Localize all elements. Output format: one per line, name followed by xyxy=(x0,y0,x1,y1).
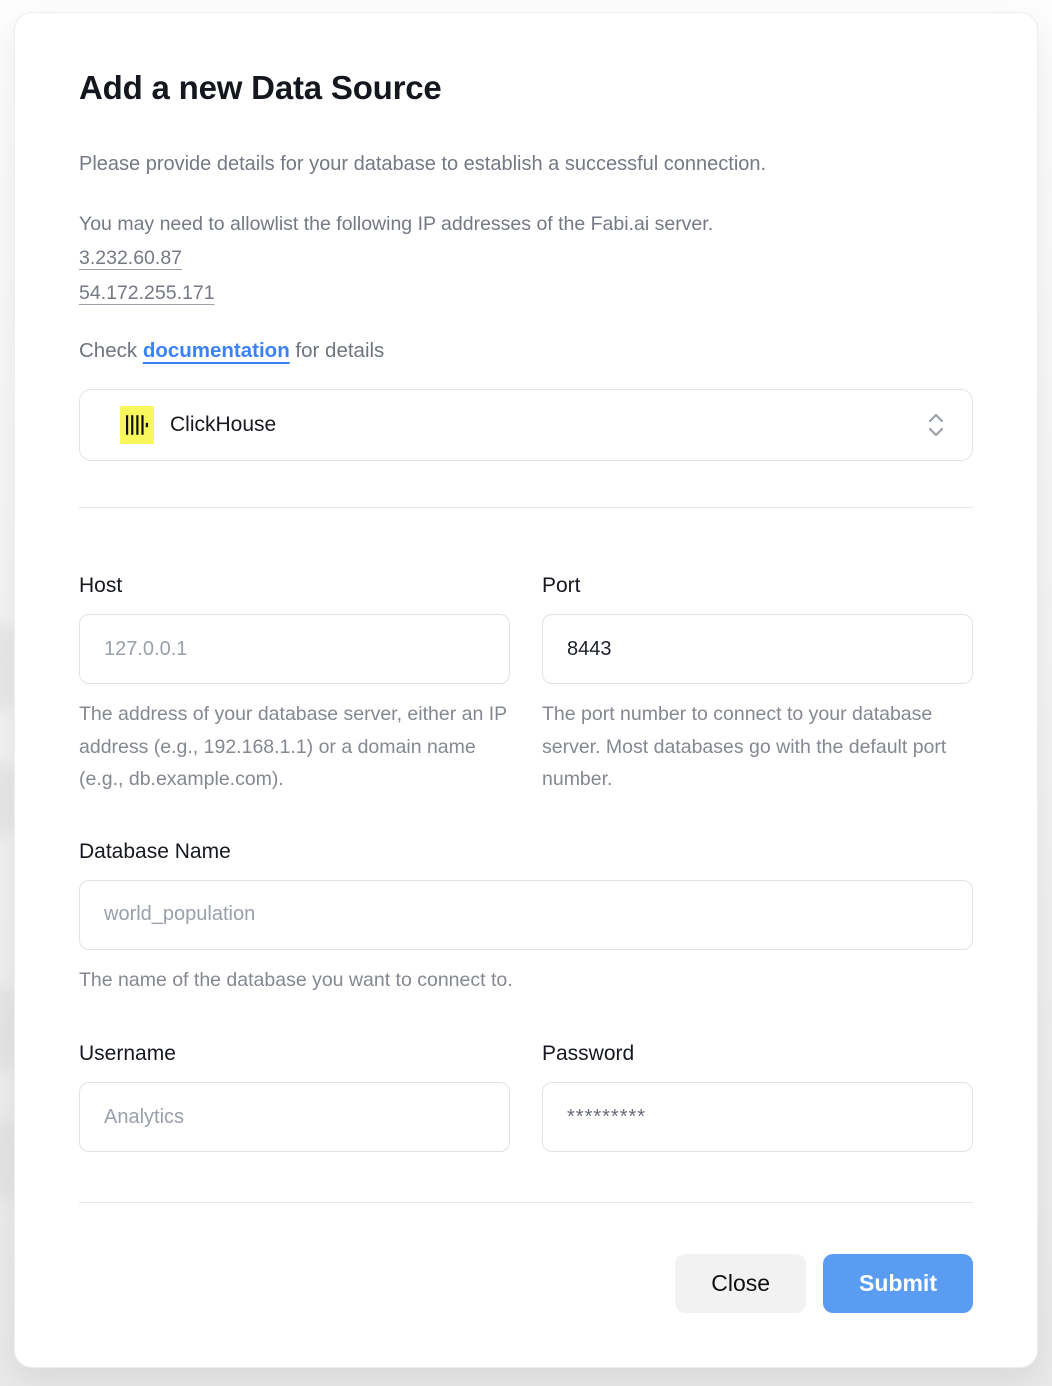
credentials-row xyxy=(79,1040,973,1152)
host-field-group xyxy=(79,572,510,796)
documentation-link[interactable]: documentation xyxy=(142,339,290,362)
add-data-source-modal xyxy=(14,12,1038,1368)
submit-button[interactable]: Submit xyxy=(823,1254,973,1313)
host-port-row xyxy=(79,572,973,796)
doc-suffix: for details xyxy=(289,339,385,362)
database-name-input[interactable] xyxy=(79,880,973,950)
port-label: Port xyxy=(542,574,581,597)
username-input[interactable] xyxy=(79,1082,510,1152)
host-label: Host xyxy=(79,574,123,597)
ip-address-link-2[interactable]: 54.172.255.171 xyxy=(79,282,215,304)
port-field-group xyxy=(542,572,973,796)
username-label: Username xyxy=(79,1042,176,1065)
documentation-line xyxy=(79,339,973,363)
modal-subtitle: Please provide details for your database to establish a successful connection. xyxy=(79,153,767,175)
port-help-text: The port number to connect to your database server. Most databases go with the default port number. xyxy=(542,703,947,790)
host-input[interactable] xyxy=(79,614,510,684)
doc-prefix: Check xyxy=(79,339,143,362)
port-input[interactable] xyxy=(542,614,973,684)
password-label: Password xyxy=(542,1042,635,1065)
clickhouse-logo-icon xyxy=(120,406,154,444)
footer-divider xyxy=(79,1202,973,1203)
password-field-group xyxy=(542,1040,973,1152)
host-help-text: The address of your database server, either an IP address (e.g., 192.168.1.1) or a domain name (e.g., db.example.com). xyxy=(79,703,507,790)
allowlist-note: You may need to allowlist the following IP addresses of the Fabi.ai server. xyxy=(79,213,714,235)
close-button[interactable]: Close xyxy=(675,1254,806,1313)
database-help-text: The name of the database you want to connect to. xyxy=(79,968,513,991)
username-field-group xyxy=(79,1040,510,1152)
password-input[interactable] xyxy=(542,1082,973,1152)
page-title: Add a new Data Source xyxy=(79,69,442,106)
data-source-select[interactable] xyxy=(79,389,973,461)
database-name-label: Database Name xyxy=(79,839,231,863)
ip-address-link-1[interactable]: 3.232.60.87 xyxy=(79,247,183,269)
data-source-selected-value: ClickHouse xyxy=(170,413,277,436)
section-divider xyxy=(79,507,973,508)
modal-footer xyxy=(79,1254,973,1313)
chevron-up-down-icon xyxy=(926,410,946,440)
database-field-group xyxy=(79,838,973,997)
